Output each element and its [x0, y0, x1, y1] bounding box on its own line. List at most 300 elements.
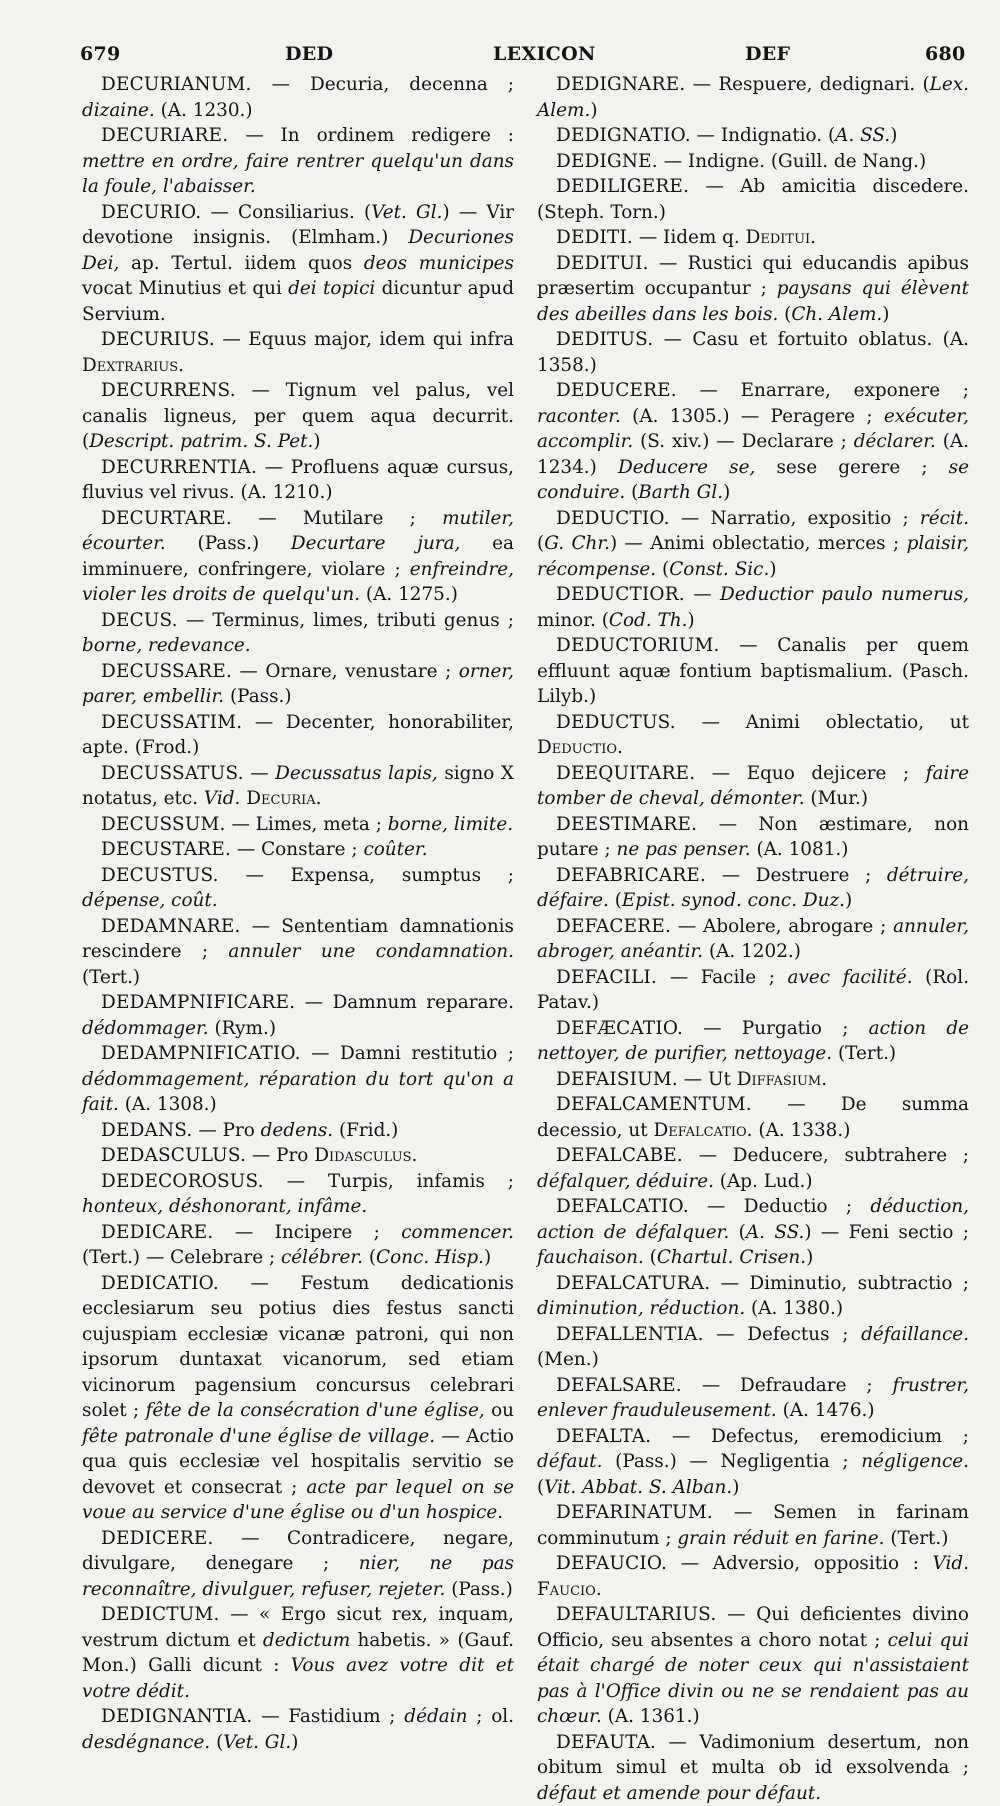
italic-gloss: dizaine. [82, 100, 155, 121]
entry-text: ) [890, 125, 897, 146]
headword: DECURIUS. [101, 329, 215, 350]
italic-gloss: commencer. [401, 1222, 514, 1243]
cross-reference: Deductio. [537, 737, 623, 758]
italic-gloss: grain réduit en farine. [677, 1528, 884, 1549]
headword: DEFÆCATIO. [556, 1018, 683, 1039]
entry-text: — Deducere, subtrahere ; [683, 1145, 969, 1166]
italic-gloss: honteux, déshonorant, infâme. [82, 1196, 367, 1217]
entry-text: — Equo dejicere ; [695, 763, 925, 784]
guide-word-left: DED [285, 38, 333, 70]
italic-gloss: celui qui était chargé de noter ceux qui n'assistaient pas à l'Office divin ou ne se rendaient pas au chœur. [537, 1630, 969, 1728]
headword: DEFALSARE. [556, 1375, 682, 1396]
headword: DEFALCATURA. [556, 1273, 710, 1294]
entry-text: (A. 1305.) — Peragere ; [621, 406, 884, 427]
entry-text: — Narratio, expositio ; [670, 508, 920, 529]
headword: DEFAUCIO. [556, 1553, 667, 1574]
entry-text: — Destruere ; [706, 865, 887, 886]
italic-gloss: Vet. Gl. [223, 1732, 291, 1753]
italic-gloss: Vous avez votre dit et votre dédit. [82, 1655, 514, 1702]
dictionary-entry [82, 914, 514, 991]
italic-gloss: défaillance. [861, 1324, 969, 1345]
entry-text: — Ab amicitia discedere. (Steph. Torn.) [537, 176, 969, 223]
italic-gloss: fête de la consécration d'une église, [146, 1400, 485, 1421]
entry-text: — Incipere ; [213, 1222, 401, 1243]
italic-gloss: Deductior paulo numerus, [720, 584, 969, 605]
entry-text: — In ordinem redigere : [228, 125, 514, 146]
entry-text: (A. 1380.) [745, 1298, 843, 1319]
entry-text: — Fastidium ; [252, 1706, 404, 1727]
entry-text: ) [769, 559, 776, 580]
entry-text: — Contradicere, negare, divulgare, denegare ; [82, 1528, 514, 1575]
entry-text: — Actio qua quis ecclesiæ vel hospitalis servitio se devovet et consecrat ; [82, 1426, 514, 1498]
entry-text: — Decuria, decenna ; [252, 74, 514, 95]
guide-word-right: DEF [745, 38, 790, 70]
dictionary-entry [82, 506, 514, 608]
headword: DECURRENTIA. [101, 457, 257, 478]
entry-text: ( [778, 304, 791, 325]
entry-text: — Purgatio ; [683, 1018, 869, 1039]
entry-text: (Tert.) — Celebrare ; [82, 1247, 281, 1268]
dictionary-entry [82, 710, 514, 761]
italic-gloss: Conc. Hisp. [376, 1247, 484, 1268]
dictionary-entry [537, 72, 969, 123]
dictionary-entry [82, 1169, 514, 1220]
entry-text: ) [313, 431, 320, 452]
dictionary-entry [82, 1602, 514, 1704]
entry-text: ( [537, 533, 544, 554]
headword: DEFARINATUM. [556, 1502, 713, 1523]
headword: DEFAISIUM. [556, 1069, 678, 1090]
entry-text: ) [723, 482, 730, 503]
entry-text: — Diminutio, subtractio ; [710, 1273, 969, 1294]
headword: DEDASCULUS. [101, 1145, 246, 1166]
headword: DEFACILI. [556, 967, 657, 988]
dictionary-entry [537, 225, 969, 251]
entry-text: (Tert.) [82, 967, 140, 988]
entry-text: ) [687, 610, 694, 631]
italic-gloss: récit. [920, 508, 969, 529]
italic-gloss: dédain [404, 1706, 467, 1727]
entry-text: — Animi oblectatio, ut [676, 712, 969, 733]
italic-gloss: fauchaison. [537, 1247, 644, 1268]
headword: DEEQUITARE. [556, 763, 695, 784]
entry-text: ) [882, 304, 889, 325]
dictionary-entry [537, 1500, 969, 1551]
italic-gloss: annuler une condamnation. [228, 941, 514, 962]
entry-text: (A. 1234.) [537, 431, 969, 478]
dictionary-entry [82, 378, 514, 455]
dictionary-entry [537, 149, 969, 175]
entry-text: ) [291, 1732, 298, 1753]
headword: DEDIGNANTIA. [101, 1706, 252, 1727]
italic-gloss: frustrer, enlever frauduleusement. [537, 1375, 969, 1422]
entry-text: ( [210, 1732, 223, 1753]
italic-gloss: déduction, action de défalquer. [537, 1196, 969, 1243]
headword: DEDANS. [101, 1120, 192, 1141]
italic-gloss: Vid. [933, 1553, 969, 1574]
headword: DECURTARE. [101, 508, 232, 529]
entry-text: — Indignatio. ( [691, 125, 835, 146]
entry-text: — Canalis per quem effluunt aquæ fontium baptismalium. (Pasch. Lilyb.) [537, 635, 969, 707]
entry-text: (A. 1230.) [155, 100, 253, 121]
headword: DECUSTUS. [101, 865, 219, 886]
headword: DEDUCTORIUM. [556, 635, 720, 656]
headword: DEDITUS. [556, 329, 653, 350]
entry-text: (Frid.) [333, 1120, 398, 1141]
dictionary-entry [537, 710, 969, 761]
italic-gloss: faire tomber de cheval, démonter. [537, 763, 969, 810]
cross-reference: Faucio. [537, 1579, 602, 1600]
headword: DEDICTUM. [101, 1604, 220, 1625]
running-title: LEXICON [493, 38, 596, 70]
headword: DEDAMPNIFICARE. [101, 992, 295, 1013]
italic-gloss: Descript. patrim. S. Pet. [89, 431, 313, 452]
headword: DEDUCTUS. [556, 712, 676, 733]
entry-text: — Non æstimare, non putare ; [537, 814, 969, 861]
italic-gloss: fête patronale d'une église de village. [82, 1426, 435, 1447]
italic-gloss: dedens. [261, 1120, 333, 1141]
headword: DEDUCTIO. [556, 508, 670, 529]
entry-text: vocat Minutius et qui [82, 278, 288, 299]
entry-text: — Damni restitutio ; [301, 1043, 514, 1064]
dictionary-entry [82, 812, 514, 838]
entry-text: — Tignum vel palus, vel canalis ligneus, per quem aqua decurrit. ( [82, 380, 514, 452]
dictionary-entry [537, 914, 969, 965]
italic-gloss: desdégnance. [82, 1732, 210, 1753]
headword: DEFALCABE. [556, 1145, 683, 1166]
dictionary-entry [537, 1730, 969, 1806]
entry-text: — Rustici qui educandis apibus præsertim occupantur ; [537, 253, 969, 300]
dictionary-entry [537, 378, 969, 506]
headword: DEFABRICARE. [556, 865, 706, 886]
headword: DEDITI. [556, 227, 633, 248]
dictionary-entry [537, 1016, 969, 1067]
entry-text: — Defectus ; [704, 1324, 861, 1345]
italic-gloss: Ch. Alem. [791, 304, 882, 325]
entry-text: — [244, 763, 276, 784]
dictionary-entry [537, 1143, 969, 1194]
dictionary-entry [82, 1271, 514, 1526]
italic-gloss: Epist. synod. conc. Duz. [622, 890, 845, 911]
entry-text: (A. 1338.) [753, 1120, 851, 1141]
entry-text: ( [363, 1247, 376, 1268]
entry-text: minor. ( [537, 610, 609, 631]
entry-text: ; ol. [467, 1706, 514, 1727]
entry-text: signo X notatus, etc. [82, 763, 514, 810]
entry-text: (A. 1275.) [360, 584, 458, 605]
italic-gloss: borne, limite. [388, 814, 513, 835]
italic-gloss: raconter. [537, 406, 621, 427]
headword: DEFALCAMENTUM. [556, 1094, 752, 1115]
italic-gloss: Vet. Gl. [371, 202, 442, 223]
entry-text: — Respuere, dedignari. ( [685, 74, 929, 95]
entry-text: ) [590, 100, 597, 121]
entry-text: — Equus major, idem qui infra [215, 329, 514, 350]
entry-text: ) [806, 1247, 813, 1268]
italic-gloss: plaisir, récompense. [537, 533, 969, 580]
entry-text: — Damnum reparare. [295, 992, 514, 1013]
dictionary-entry [82, 837, 514, 863]
headword: DECUS. [101, 610, 178, 631]
italic-gloss: acte par lequel on se voue au service d'une église ou d'un hospice. [82, 1477, 514, 1524]
entry-text: — Adversio, oppositio : [667, 1553, 932, 1574]
italic-gloss: A. SS. [835, 125, 890, 146]
dictionary-entry [82, 72, 514, 123]
headword: DEFALLENTIA. [556, 1324, 704, 1345]
entry-text: — Ornare, venustare ; [232, 661, 459, 682]
entry-text: (Rym.) [209, 1018, 276, 1039]
entry-text: — Iidem q. [633, 227, 746, 248]
italic-gloss: déclarer. [854, 431, 936, 452]
headword: DEFALCATIO. [556, 1196, 689, 1217]
dictionary-entry [82, 455, 514, 506]
entry-text: — Ut [678, 1069, 737, 1090]
entry-text: — « Ergo sicut rex, inquam, vestrum dictum et [82, 1604, 514, 1651]
entry-text: — Qui deficientes divino Officio, seu absentes a choro notat ; [537, 1604, 969, 1651]
headword: DEFALTA. [556, 1426, 651, 1447]
entry-text: ( [625, 482, 638, 503]
dictionary-entry [82, 608, 514, 659]
entry-text: (A. 1476.) [777, 1400, 875, 1421]
dictionary-entry [537, 1551, 969, 1602]
entry-text: — Casu et fortuito oblatus. (A. 1358.) [537, 329, 969, 376]
entry-text: — Sententiam damnationis rescindere ; [82, 916, 514, 963]
italic-gloss: Decurtare jura, [291, 533, 461, 554]
dictionary-entry [537, 174, 969, 225]
headword: DECURIANUM. [101, 74, 252, 95]
entry-text: ( [644, 1247, 657, 1268]
entry-text: dicuntur apud Servium. [82, 278, 514, 325]
entry-text: — Consiliarius. ( [201, 202, 371, 223]
italic-gloss: G. Chr. [544, 533, 610, 554]
entry-text: — De summa decessio, ut [537, 1094, 969, 1141]
dictionary-entry [537, 1373, 969, 1424]
italic-gloss: Vit. Abbat. S. Alban. [544, 1477, 732, 1498]
italic-gloss: Lex. Alem. [537, 74, 969, 121]
page-number-left: 679 [80, 38, 121, 70]
headword: DECURIO. [101, 202, 201, 223]
entry-text: (A. 1202.) [703, 941, 801, 962]
entry-text: (A. 1308.) [119, 1094, 217, 1115]
headword: DECUSSATIM. [101, 712, 242, 733]
entry-text: (Pass.) — Negligentia ; [603, 1451, 862, 1472]
italic-gloss: ne pas penser. [617, 839, 751, 860]
italic-gloss: nier, ne pas reconnaître, divulguer, refuser, rejeter. [82, 1553, 514, 1600]
headword: DEDUCTIOR. [556, 584, 685, 605]
entry-text: — Constare ; [231, 839, 363, 860]
headword: DEDECOROSUS. [101, 1171, 264, 1192]
headword: DEDIGNE. [556, 151, 658, 172]
entry-text: ( [537, 1477, 544, 1498]
italic-gloss: dépense, coût. [82, 890, 218, 911]
headword: DEDAMNARE. [101, 916, 241, 937]
italic-gloss: Chartul. Crisen. [657, 1247, 806, 1268]
entry-text: ( [656, 559, 669, 580]
italic-gloss: dedictum [263, 1630, 350, 1651]
entry-text: (Tert.) [832, 1043, 896, 1064]
left-column [82, 72, 514, 1755]
italic-gloss: défaut. [537, 1451, 603, 1472]
italic-gloss: Deducere se, [618, 457, 755, 478]
headword: DEDICATIO. [101, 1273, 219, 1294]
headword: DEFACERE. [556, 916, 671, 937]
entry-text: — Pro [246, 1145, 314, 1166]
italic-gloss: Vid. [204, 788, 240, 809]
dictionary-entry [82, 1220, 514, 1271]
italic-gloss: se conduire. [537, 457, 969, 504]
dictionary-entry [537, 633, 969, 710]
dictionary-entry [82, 990, 514, 1041]
entry-text: ap. Tertul. iidem quos [119, 253, 364, 274]
italic-gloss: dédommagement, réparation du tort qu'on a fait. [82, 1069, 514, 1116]
entry-text: — Limes, meta ; [226, 814, 388, 835]
dictionary-entry [82, 327, 514, 378]
dictionary-entry [537, 1271, 969, 1322]
entry-text: ) [845, 890, 852, 911]
dictionary-entry [537, 863, 969, 914]
italic-gloss: négligence. [861, 1451, 969, 1472]
headword: DEDAMPNIFICATIO. [101, 1043, 301, 1064]
entry-text: (A. 1081.) [751, 839, 849, 860]
page-number-right: 680 [925, 38, 966, 70]
dictionary-entry [537, 1067, 969, 1093]
dictionary-entry [82, 1704, 514, 1755]
entry-text: — Deductio ; [689, 1196, 871, 1217]
entry-text: (A. 1361.) [602, 1706, 700, 1727]
entry-text: ( [609, 890, 622, 911]
italic-gloss: Decussatus lapis, [275, 763, 438, 784]
entry-text: (Pass.) [445, 1579, 512, 1600]
headword: DEFAULTARIUS. [556, 1604, 716, 1625]
entry-text: — [685, 584, 720, 605]
entry-text: — Expensa, sumptus ; [219, 865, 514, 886]
headword: DEDITUI. [556, 253, 649, 274]
dictionary-entry [537, 1602, 969, 1730]
italic-gloss: Decuriones Dei, [82, 227, 514, 274]
dictionary-entry [537, 123, 969, 149]
dictionary-entry [82, 123, 514, 200]
italic-gloss: exécuter, accomplir. [537, 406, 969, 453]
italic-gloss: dédommager. [82, 1018, 209, 1039]
entry-text: ) [484, 1247, 491, 1268]
entry-text: — Defectus, eremodicium ; [651, 1426, 969, 1447]
italic-gloss: coûter. [363, 839, 427, 860]
dictionary-entry [537, 582, 969, 633]
entry-text: ) — Feni sectio ; [804, 1222, 969, 1243]
entry-text: — Defraudare ; [682, 1375, 893, 1396]
headword: DEDICARE. [101, 1222, 213, 1243]
dictionary-entry [537, 1322, 969, 1373]
dictionary-entry [82, 200, 514, 328]
italic-gloss: détruire, défaire. [537, 865, 969, 912]
dictionary-entry [82, 1526, 514, 1603]
entry-text: ) [732, 1477, 739, 1498]
cross-reference: Defalcatio. [653, 1120, 752, 1141]
dictionary-entry [82, 1041, 514, 1118]
headword: DECUSTARE. [101, 839, 231, 860]
entry-text: — Semen in farinam comminutum ; [537, 1502, 969, 1549]
dictionary-entry [537, 1424, 969, 1501]
italic-gloss: défalquer, déduire. [537, 1171, 714, 1192]
headword: DECUSSATUS. [101, 763, 244, 784]
italic-gloss: Const. Sic. [669, 559, 769, 580]
italic-gloss: dei topici [288, 278, 375, 299]
entry-text: (Rol. Patav.) [537, 967, 969, 1014]
dictionary-entry [537, 251, 969, 328]
italic-gloss: Barth Gl. [638, 482, 723, 503]
dictionary-entry [537, 812, 969, 863]
italic-gloss: mettre en ordre, faire rentrer quelqu'un dans la foule, l'abaisser. [82, 151, 514, 198]
headword: DECURRENS. [101, 380, 236, 401]
entry-text: (Tert.) [885, 1528, 949, 1549]
entry-text: — Festum dedicationis ecclesiarum seu potius dies festus sancti cujuspiam ecclesiæ vicanæ patroni, qui non ipsorum duntaxat vicanorum, sed etiam vicinorum pagensium concursus celebrari solet ; [82, 1273, 514, 1422]
entry-text: ( [729, 1222, 746, 1243]
entry-text: — Pro [192, 1120, 260, 1141]
entry-text: ) — Animi oblectatio, merces ; [610, 533, 907, 554]
entry-text: (Pass.) [166, 533, 291, 554]
italic-gloss: orner, parer, embellir. [82, 661, 514, 708]
italic-gloss: annuler, abroger, anéantir. [537, 916, 969, 963]
headword: DEFAUTA. [556, 1732, 656, 1753]
italic-gloss: célébrer. [281, 1247, 363, 1268]
cross-reference: Decuria. [246, 788, 321, 809]
entry-text: — Profluens aquæ cursus, fluvius vel rivus. (A. 1210.) [82, 457, 514, 504]
cross-reference: Deditui. [746, 227, 816, 248]
headword: DECURIARE. [101, 125, 228, 146]
italic-gloss: paysans qui élèvent des abeilles dans les bois. [537, 278, 969, 325]
dictionary-entry [537, 327, 969, 378]
headword: DEDICERE. [101, 1528, 214, 1549]
dictionary-entry [82, 1118, 514, 1144]
dictionary-entry [82, 761, 514, 812]
entry-text: (Ap. Lud.) [714, 1171, 813, 1192]
dictionary-entry [537, 506, 969, 583]
entry-text: — Terminus, limes, tributi genus ; [178, 610, 514, 631]
entry-text: — Decenter, honorabiliter, apte. (Frod.) [82, 712, 514, 759]
headword: DEDILIGERE. [556, 176, 689, 197]
entry-text: (S. xiv.) — Declarare ; [633, 431, 854, 452]
dictionary-entry [537, 761, 969, 812]
entry-text: (Men.) [537, 1349, 599, 1370]
entry-text: sese gerere ; [755, 457, 948, 478]
headword: DECUSSARE. [101, 661, 232, 682]
entry-text: (Mur.) [805, 788, 869, 809]
entry-text: — Turpis, infamis ; [264, 1171, 514, 1192]
entry-text: (Pass.) [224, 686, 291, 707]
entry-text: — Mutilare ; [232, 508, 442, 529]
headword: DEDUCERE. [556, 380, 677, 401]
dictionary-entry [82, 659, 514, 710]
entry-text: — Indigne. (Guill. de Nang.) [658, 151, 926, 172]
italic-gloss: avec facilité. [788, 967, 913, 988]
italic-gloss: mutiler, écourter. [82, 508, 514, 555]
headword: DECUSSUM. [101, 814, 226, 835]
headword: DEESTIMARE. [556, 814, 697, 835]
italic-gloss: action de nettoyer, de purifier, nettoyage. [537, 1018, 969, 1065]
cross-reference: Diffasium. [737, 1069, 827, 1090]
italic-gloss: enfreindre, violer les droits de quelqu'un. [82, 559, 514, 606]
entry-text: — Abolere, abrogare ; [671, 916, 893, 937]
italic-gloss: défaut et amende pour défaut. [537, 1783, 821, 1804]
right-column [537, 72, 969, 1806]
entry-text: ea imminuere, confringere, violare ; [82, 533, 514, 580]
entry-text: — Vadimonium desertum, non obitum simul et multa ob id exsolvenda ; [537, 1732, 969, 1779]
dictionary-entry [537, 1194, 969, 1271]
headword: DEDIGNARE. [556, 74, 685, 95]
dictionary-entry [537, 965, 969, 1016]
italic-gloss: borne, redevance. [82, 635, 251, 656]
cross-reference: Dextrarius. [82, 355, 184, 376]
